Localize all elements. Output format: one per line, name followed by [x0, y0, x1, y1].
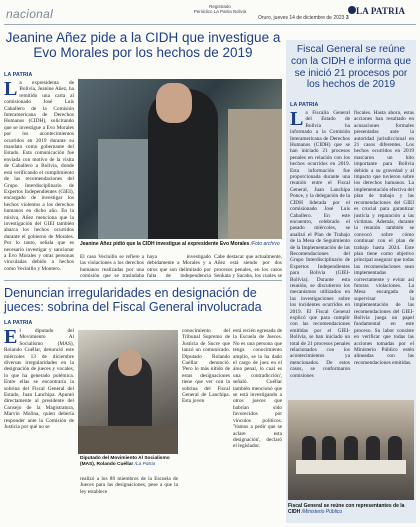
story2-caption: Fiscal General se reúne con representantes de la CIDH /Ministerio Público	[288, 503, 405, 515]
section-divider	[4, 280, 282, 281]
page-number: 3	[345, 15, 349, 21]
register-note: Registrado Periódico La Patria Bolivia	[193, 4, 247, 14]
story2-headline: Fiscal General se reúne con la CIDH e informa que se inició 21 procesos por los hechos de 2019	[290, 44, 412, 91]
issue-date: Oruro, jueves 14 de diciembre de 2023 3	[258, 15, 349, 21]
story3-column-3: conocimiento del Tribunal Supremo de Justicia de Sucre que lanzó un comunicado. Diputado Rolando Cuéllar denunció. 'Pero lo más nítido de estas designaciones tiene que ver con la sobrina del Fiscal General de Lanchipa. Esta joven	[182, 328, 230, 405]
logo-icon	[348, 6, 356, 14]
story1-column-4: Cabe destacar que actualmente, Añez está siendo por dos procesos penales, en los casos Senkata y Sacaba, los cuales se	[214, 254, 282, 280]
masthead-logo: LA PATRIA	[356, 6, 406, 16]
story1-column-1: La expresidenta de Bolivia, Jeanine Añez, ha remitido una carta al comisionado José Luis Caballero de la Comisión Interamericana de Derechos Humanos (CIDH), solicitando que se investigue a Evo Morales por los acontecimientos ocurridos en 2019 durante su mandato como gobernante del Estado. Esta comunicación fue enviada con motivo de la visita de Caballero a Bolivia, donde está verificando el cumplimiento de las recomendaciones del Grupo Interdisciplinario de Expertos Independientes (GIEI), encargado de investigar los hechos violentos a los derechos humanos en dicho año. En la misiva, Añez menciona que la investigación del GIEI también abarca los hechos ocurridos durante el gobierno de Morales. Por lo tanto, señala que es necesario investigar y sancionar a Evo Morales y otras personas vinculadas debido a hechos como Vecinillo y Montero.	[4, 80, 74, 272]
story3-kicker: LA PATRIA	[4, 320, 33, 326]
story2-photo	[288, 400, 414, 500]
section-label: nacional	[6, 7, 54, 21]
drop-cap: E	[4, 328, 18, 348]
story3-caption: Diputado del Movimiento Al Socialismo (MAS), Rolando Cuéllar /La Patria	[80, 456, 170, 467]
story2-column-2: fiscales. Hasta ahora, estas acciones han resultado en acusaciones formales presentadas ante la autoridad jurisdiccional en 21 casos diferentes. Los hechos ocurridos en 2019 marcaron un hito importante para Bolivia debido a su gravedad y al impacto que tuvieron sobre los derechos humanos. La implementación efectiva del plan de trabajo y las recomendaciones del GIEI es crucial para garantizar justicia y reparación a las víctimas. Además, durante la reunión también se convocó sobre cómo continuar con el plan de trabajo hasta 2024. Este plan tiene como objetivo principal asegurar que todas las recomendaciones sean implementadas correctamente y evitar así futuras violaciones. La Mesa encargada de supervisar la implementación de las recomendaciones del GIEI-Bolivia juega un papel fundamental en este proceso. Su labor consiste en verificar que todas las acciones tomadas por el Ministerio Público estén alineadas con las recomendaciones emitidas.	[354, 110, 414, 366]
story1-column-2: El caso Vecinillo se refiere a las violaciones a los derechos humanos realizadas por una comisión que se trasladaba	[80, 254, 144, 280]
drop-cap: L	[290, 110, 304, 130]
page-header	[4, 2, 416, 25]
story3-photo	[78, 330, 178, 454]
story1-caption: Jeanine Añez pidió que la CIDH investigue al expresidente Evo Morales /Foto archivo	[80, 241, 280, 247]
story1-headline: Jeanine Añez pide a la CIDH que investigue a Evo Morales por los hechos de 2019	[5, 30, 281, 60]
story2-column-1: La Fiscalía General del Estado de Bolivia ha informado a la Comisión Interamericana de Derechos Humanos (CIDH) que se han iniciado 21 procesos penales en relación con los hechos ocurridos en 2019. Esta información fue proporcionada durante una reunión entre el Fiscal General, Juan Lanchipa Ponce, y la delegación de la CIDH liderada por el comisionado José Luis Caballero. En este encuentro, celebrado el pasado miércoles, se analizó el Plan de Trabajo de la Mesa de Seguimiento de la Implementación de las Recomendaciones del Grupo Interdisciplinario de Expertos Independientes para Bolivia (GIEI-Bolivia). Durante esta reunión, se discutieron los mecanismos utilizados en las investigaciones sobre los incidentes ocurridos en 2019. El Fiscal General explicó que para cumplir con las recomendaciones emitidas por el GIEI-Bolivia, se han iniciado un total de 21 procesos penales relacionados con los acontecimientos ya mencionados. De estos casos, se conformaron comisiones	[290, 110, 350, 379]
drop-cap: L	[4, 80, 18, 100]
story1-column-3: haya investigado debidamente a Morales y a otros que son delimitado por falta de independencia	[147, 254, 211, 280]
story2-kicker: LA PATRIA	[290, 102, 319, 108]
story3-headline: Denuncian irregularidades en designación de jueces: sobrina del Fiscal General involucrada	[4, 286, 262, 314]
story3-column-2: realizó a los 80 miembros de la Escuela de Jueces para las designaciones, pese a que la ley establece	[80, 476, 178, 495]
story3-column-1: El diputado del Movimiento Al Socialismo (MAS), Rolando Cuéllar, denunció este miércoles 13 de diciembre diversas irregularidades en la designación de jueces y vocales, lo que ha generado polémica. Entre ellas se encontraría la sobrina del Fiscal General del Estado, Juan Lanchipa. Apuntó directamente al presidente del Consejo de la Magistratura, Marvin Molina, quien debería responder ante la Comisión de Justicia por qué no se	[4, 328, 74, 431]
story1-kicker: LA PATRIA	[4, 72, 33, 78]
story1-photo	[78, 79, 282, 239]
story3-column-4: está recién egresada de la Escuela de Jueces. No es una persona que tenga conocimiento amplio, se la ha dado el cargo de juez en el área penal, lo cual es una contradicción', señaló. Cuéllar también mencionó que se está investigando a otros jueces que habrían sido favorecidos por vínculos políticos. 'Vamos a pedir que se aclare esta designación', declaró el legislador.	[233, 328, 282, 450]
